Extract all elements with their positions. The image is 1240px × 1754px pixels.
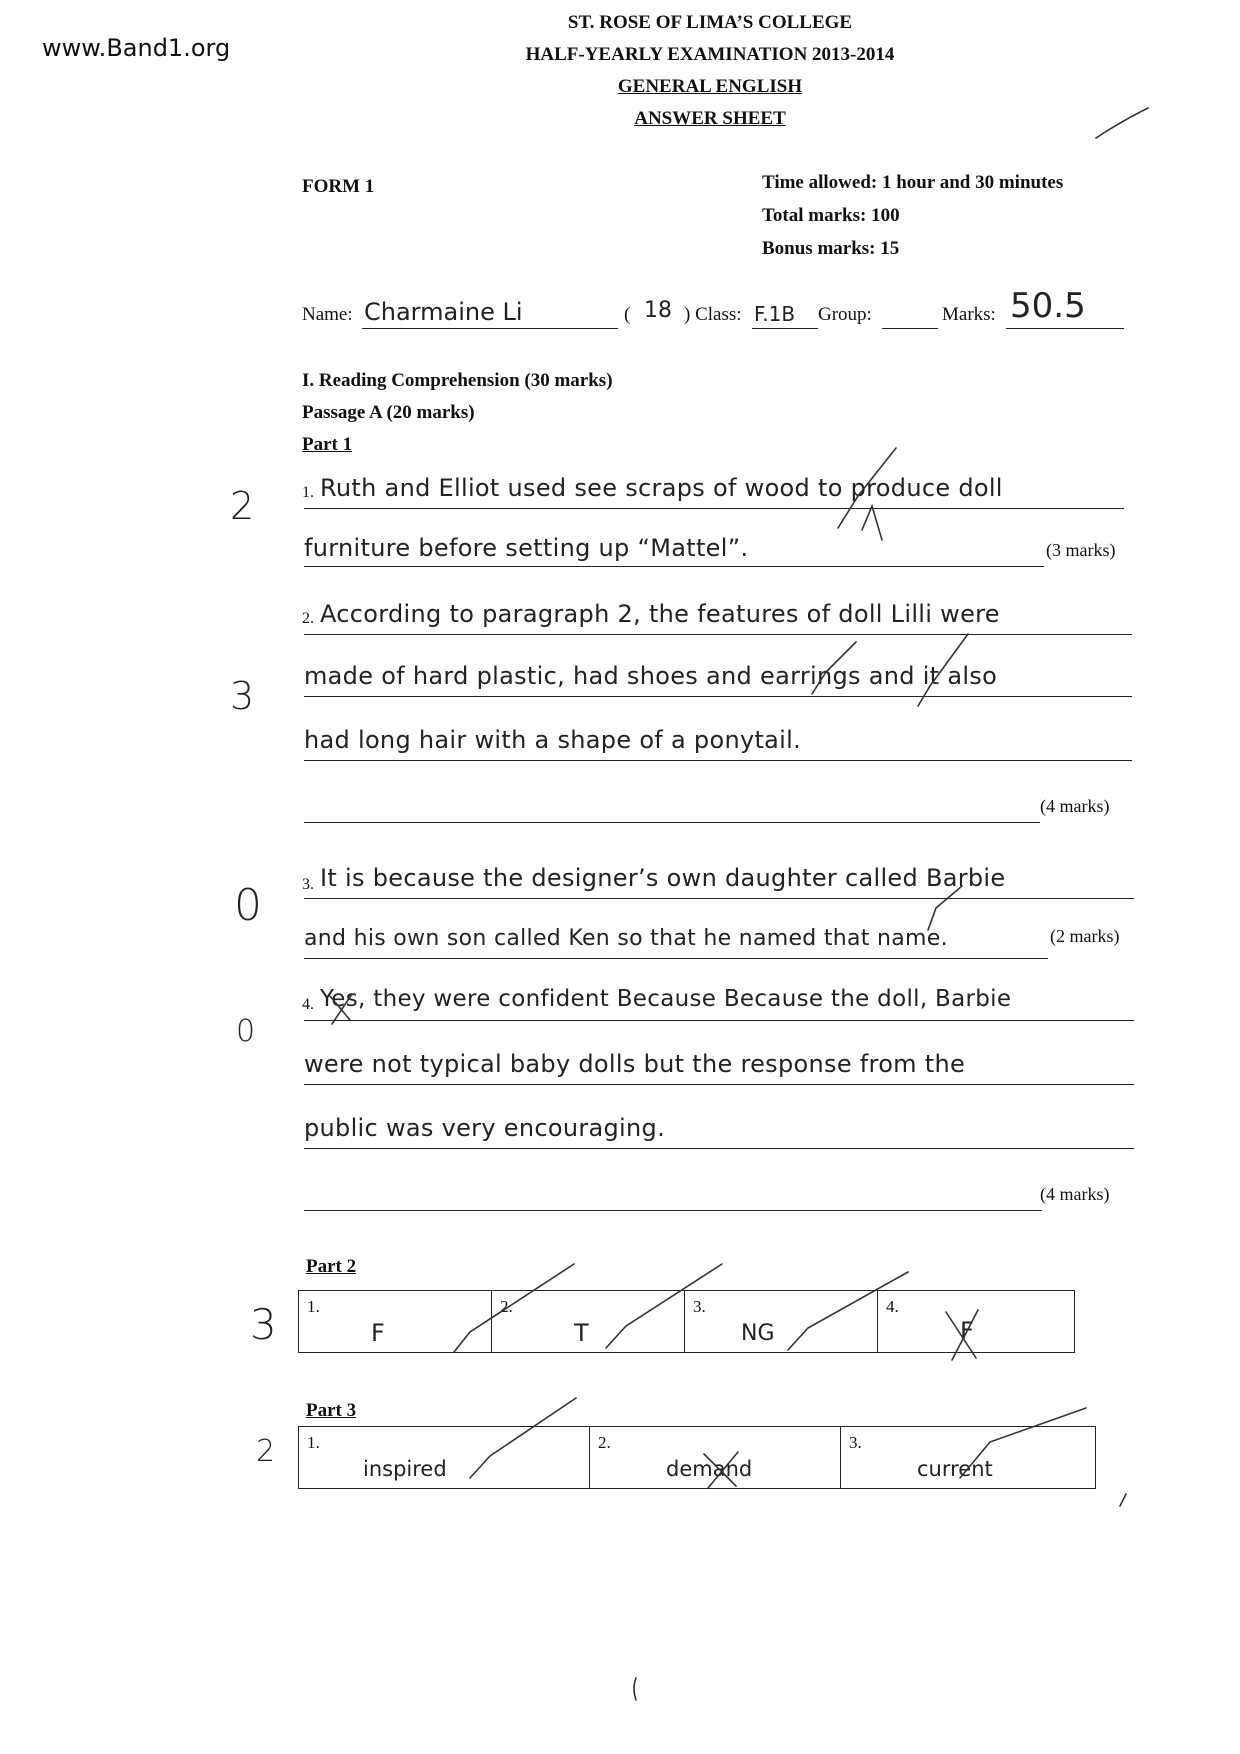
q1-number: 1. (302, 484, 314, 501)
q4-answer-line-2: were not typical baby dolls but the response from the (304, 1050, 966, 1078)
part3-score: 2 (256, 1434, 276, 1469)
part2-cell-answer: F (371, 1319, 385, 1347)
group-label: Group: (818, 304, 872, 325)
part3-cell-answer: current (917, 1457, 993, 1481)
passage-title: Passage A (20 marks) (302, 402, 475, 423)
q2-rule-1 (304, 634, 1132, 635)
student-number: 18 (644, 298, 672, 323)
part2-cell-answer: NG (741, 1321, 775, 1346)
bonus-marks: Bonus marks: 15 (762, 238, 900, 259)
q2-rule-4 (304, 822, 1040, 823)
q3-tick (928, 886, 962, 930)
q2-rule-3 (304, 760, 1132, 761)
q4-score: 0 (236, 1014, 256, 1049)
time-allowed: Time allowed: 1 hour and 30 minutes (762, 172, 1064, 193)
part2-cell-answer: F (960, 1317, 974, 1345)
q3-answer-line-1: It is because the designer’s own daughter called Barbie (320, 864, 1006, 892)
student-name: Charmaine Li (364, 298, 523, 326)
q1-answer-line-2: furniture before setting up “Mattel”. (304, 534, 749, 562)
q2-number: 2. (302, 610, 314, 627)
part2-cell-number: 4. (886, 1297, 899, 1316)
q3-rule-1 (304, 898, 1134, 899)
q4-number: 4. (302, 996, 314, 1013)
part2-cell-4 (878, 1291, 1075, 1353)
section-title: I. Reading Comprehension (30 marks) (302, 370, 613, 391)
q4-rule-1 (304, 1020, 1134, 1021)
q3-answer-line-2: and his own son called Ken so that he named that name. (304, 926, 948, 951)
class-underline (752, 328, 818, 329)
class-label: ) Class: (684, 304, 742, 325)
part1-heading: Part 1 (302, 434, 353, 455)
q3-number: 3. (302, 876, 314, 893)
part3-answer-table (298, 1426, 1096, 1489)
number-open: ( (624, 304, 631, 325)
school-name: ST. ROSE OF LIMA’S COLLEGE (567, 12, 853, 33)
q4-answer-line-3: public was very encouraging. (304, 1114, 665, 1142)
part3-cell-number: 2. (598, 1433, 611, 1452)
part3-cell-1 (299, 1427, 590, 1489)
stray-mark-footer (634, 1678, 636, 1700)
sheet-title: ANSWER SHEET (634, 108, 786, 129)
part2-cell-1 (299, 1291, 492, 1353)
total-marks: Total marks: 100 (762, 205, 900, 226)
name-label: Name: (302, 304, 353, 325)
name-underline (362, 328, 618, 329)
q4-rule-2 (304, 1084, 1134, 1085)
form-label: FORM 1 (302, 176, 375, 197)
q2-answer-line-3: had long hair with a shape of a ponytail. (304, 726, 802, 754)
q1-rule-2 (304, 566, 1044, 567)
part3-cell-answer: demand (666, 1457, 753, 1481)
part2-cell-3 (685, 1291, 878, 1353)
part3-cell-number: 3. (849, 1433, 862, 1452)
q3-marks: (2 marks) (1050, 926, 1120, 946)
part3-cell-2 (590, 1427, 841, 1489)
q2-score: 3 (230, 674, 255, 718)
q2-answer-line-1: According to paragraph 2, the features of doll Lilli were (320, 600, 1000, 628)
q1-score: 2 (230, 484, 255, 528)
part2-cell-2 (492, 1291, 685, 1353)
q3-rule-2 (304, 958, 1048, 959)
exam-title: HALF-YEARLY EXAMINATION 2013-2014 (525, 44, 895, 65)
part2-cell-number: 2. (500, 1297, 513, 1316)
q1-rule-1 (304, 508, 1124, 509)
part2-heading: Part 2 (306, 1256, 357, 1277)
stray-mark-bottom (1120, 1494, 1126, 1506)
part3-cell-number: 1. (307, 1433, 320, 1452)
watermark: www.Band1.org (42, 34, 231, 62)
q4-marks: (4 marks) (1040, 1184, 1110, 1204)
stray-pen-mark (1096, 108, 1148, 138)
part2-answer-table (298, 1290, 1075, 1353)
q4-rule-3 (304, 1148, 1134, 1149)
part3-heading: Part 3 (306, 1400, 357, 1421)
q1-caret (862, 506, 882, 540)
q3-score: 0 (234, 880, 262, 931)
part2-cell-number: 1. (307, 1297, 320, 1316)
q2-answer-line-2: made of hard plastic, had shoes and earrings and it also (304, 662, 998, 690)
total-score: 50.5 (1010, 286, 1086, 326)
marks-underline (1006, 328, 1124, 329)
student-class: F.1B (754, 302, 796, 326)
group-underline (882, 328, 938, 329)
q1-answer-line-1: Ruth and Elliot used see scraps of wood to produce doll (320, 474, 1003, 502)
part2-cell-answer: T (574, 1319, 589, 1347)
part3-cell-3 (841, 1427, 1096, 1489)
q4-rule-4 (304, 1210, 1042, 1211)
part2-score: 3 (250, 1300, 277, 1349)
q2-marks: (4 marks) (1040, 796, 1110, 816)
part2-cell-number: 3. (693, 1297, 706, 1316)
subject-title: GENERAL ENGLISH (617, 76, 803, 97)
part3-cell-answer: inspired (363, 1457, 447, 1481)
q4-answer-line-1: Yes, they were confident Because Because the doll, Barbie (320, 986, 1012, 1012)
marks-label: Marks: (942, 304, 996, 325)
q2-rule-2 (304, 696, 1132, 697)
q1-marks: (3 marks) (1046, 540, 1116, 560)
